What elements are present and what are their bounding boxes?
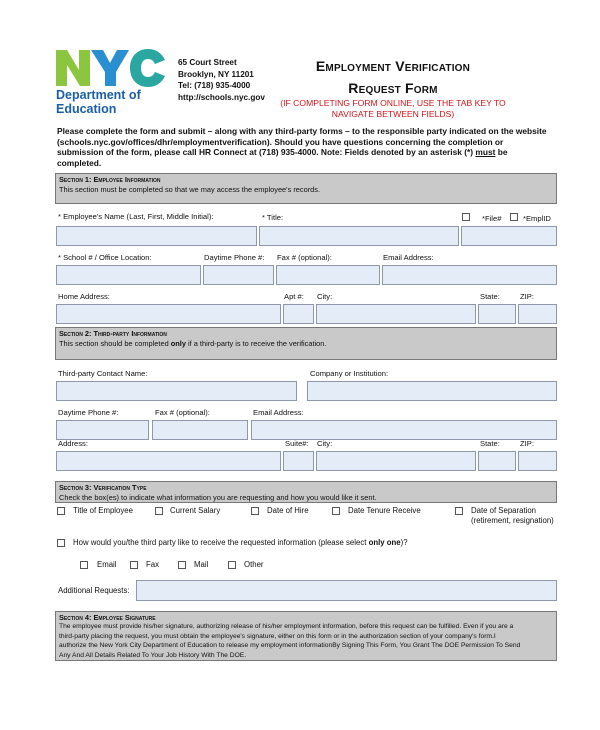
office-address: 65 Court Street Brooklyn, NY 11201 Tel: (718) 935-4000 http://schools.nyc.gov bbox=[178, 58, 265, 102]
title-label: * Title: bbox=[262, 213, 284, 222]
suite-input[interactable] bbox=[283, 451, 314, 471]
school-location-label: * School # / Office Location: bbox=[58, 253, 152, 262]
tp-daytime-phone-label: Daytime Phone #: bbox=[58, 408, 119, 417]
company-label: Company or Institution: bbox=[310, 369, 389, 378]
separation-note: (retirement, resignation) bbox=[471, 516, 554, 525]
date-of-separation-checkbox[interactable] bbox=[455, 507, 463, 515]
section-1-header: Section 1: Employee Information This section must be completed so that we may access the employee's records. bbox=[55, 173, 557, 204]
tp-address-label: Address: bbox=[58, 439, 88, 448]
tp-state-label: State: bbox=[480, 439, 500, 448]
employee-name-label: * Employee's Name (Last, First, Middle Initial): bbox=[58, 212, 214, 221]
email-input[interactable] bbox=[382, 265, 557, 285]
delivery-method-checkbox[interactable] bbox=[57, 539, 65, 547]
tp-address-input[interactable] bbox=[56, 451, 281, 471]
city-input[interactable] bbox=[316, 304, 476, 324]
date-tenure-label: Date Tenure Receive bbox=[348, 506, 421, 515]
contact-name-label: Third-party Contact Name: bbox=[58, 369, 148, 378]
additional-requests-label: Additional Requests: bbox=[58, 586, 130, 595]
online-note-line1: (IF COMPLETING FORM ONLINE, USE THE TAB KEY TO bbox=[280, 98, 506, 108]
tp-email-input[interactable] bbox=[251, 420, 557, 440]
state-input[interactable] bbox=[478, 304, 516, 324]
date-of-hire-label: Date of Hire bbox=[267, 506, 309, 515]
mail-method-checkbox[interactable] bbox=[178, 561, 186, 569]
tp-city-label: City: bbox=[317, 439, 333, 448]
form-title-line1: Employment Verification bbox=[315, 58, 471, 74]
contact-name-input[interactable] bbox=[56, 381, 297, 401]
section-4-signature: Section 4: Employee Signature The employee must provide his/her signature, authorizing release of his/her employment information, before this request can be fulfilled. Even if you are a third-party placing the request, you must obtain the employee's signature, either on this form or in the authorization section of your company's form.I authorize the New York City Department of Education to release my employment informationBy Signing This Form, You Grant The DOE Permission To Send Any And All Details Related To Your Job History With The DOE. bbox=[55, 611, 557, 661]
tp-zip-label: ZIP: bbox=[520, 439, 534, 448]
additional-requests-input[interactable] bbox=[136, 580, 557, 601]
delivery-question: How would you/the third party like to receive the requested information (please select only one)? bbox=[73, 538, 408, 547]
suite-label: Suite#: bbox=[285, 439, 309, 448]
title-of-employee-checkbox[interactable] bbox=[57, 507, 65, 515]
other-method-checkbox[interactable] bbox=[228, 561, 236, 569]
section-2-header: Section 2: Third-party Information This section should be completed only if a third-party is to receive the verification. bbox=[55, 327, 557, 360]
zip-label: ZIP: bbox=[520, 292, 534, 301]
company-input[interactable] bbox=[307, 381, 557, 401]
file-number-checkbox[interactable] bbox=[462, 213, 470, 221]
fax-method-label: Fax bbox=[146, 560, 159, 569]
nyc-logo-letters bbox=[56, 49, 165, 87]
title-of-employee-label: Title of Employee bbox=[73, 506, 133, 515]
fax-input[interactable] bbox=[276, 265, 380, 285]
instructions: Please complete the form and submit – along with any third-party forms – to the responsible party indicated on the website (schools.nyc.gov/offices/dhr/employmentverification). Should you have questions concerning the completion or submission of the form, please call HR Connect at (718) 935-4000. Note: Fields denoted by an asterisk (*) must be completed. bbox=[57, 126, 547, 168]
daytime-phone-label: Daytime Phone #: bbox=[204, 253, 265, 262]
employee-name-input[interactable] bbox=[56, 226, 257, 246]
city-label: City: bbox=[317, 292, 333, 301]
file-emplid-input[interactable] bbox=[461, 226, 557, 246]
current-salary-checkbox[interactable] bbox=[155, 507, 163, 515]
apt-input[interactable] bbox=[283, 304, 314, 324]
tp-email-label: Email Address: bbox=[253, 408, 304, 417]
other-method-label: Other bbox=[244, 560, 264, 569]
emplid-checkbox[interactable] bbox=[510, 213, 518, 221]
date-of-hire-checkbox[interactable] bbox=[251, 507, 259, 515]
state-label: State: bbox=[480, 292, 500, 301]
email-label: Email Address: bbox=[383, 253, 434, 262]
email-method-label: Email bbox=[97, 560, 117, 569]
file-number-label: *File# bbox=[482, 214, 502, 223]
tp-fax-input[interactable] bbox=[152, 420, 248, 440]
title-input[interactable] bbox=[259, 226, 459, 246]
zip-input[interactable] bbox=[518, 304, 557, 324]
home-address-input[interactable] bbox=[56, 304, 281, 324]
department-name: Department of Education bbox=[56, 88, 141, 116]
fax-method-checkbox[interactable] bbox=[130, 561, 138, 569]
date-of-separation-label: Date of Separation bbox=[471, 506, 537, 515]
mail-method-label: Mail bbox=[194, 560, 209, 569]
tp-zip-input[interactable] bbox=[518, 451, 557, 471]
date-tenure-checkbox[interactable] bbox=[332, 507, 340, 515]
tp-daytime-phone-input[interactable] bbox=[56, 420, 149, 440]
tp-fax-label: Fax # (optional): bbox=[155, 408, 210, 417]
fax-label: Fax # (optional): bbox=[277, 253, 332, 262]
tp-state-input[interactable] bbox=[478, 451, 516, 471]
email-method-checkbox[interactable] bbox=[80, 561, 88, 569]
apt-label: Apt #: bbox=[284, 292, 304, 301]
nyc-logo bbox=[55, 48, 167, 88]
section-3-header: Section 3: Verification Type Check the box(es) to indicate what information you are requesting and how you would like it sent. bbox=[55, 481, 557, 503]
tp-city-input[interactable] bbox=[316, 451, 476, 471]
home-address-label: Home Address: bbox=[58, 292, 110, 301]
online-note-line2: NAVIGATE BETWEEN FIELDS) bbox=[331, 109, 455, 119]
current-salary-label: Current Salary bbox=[170, 506, 221, 515]
daytime-phone-input[interactable] bbox=[203, 265, 274, 285]
school-location-input[interactable] bbox=[56, 265, 201, 285]
form-title-line2: Request Form bbox=[348, 80, 438, 96]
emplid-label: *EmplID bbox=[523, 214, 551, 223]
